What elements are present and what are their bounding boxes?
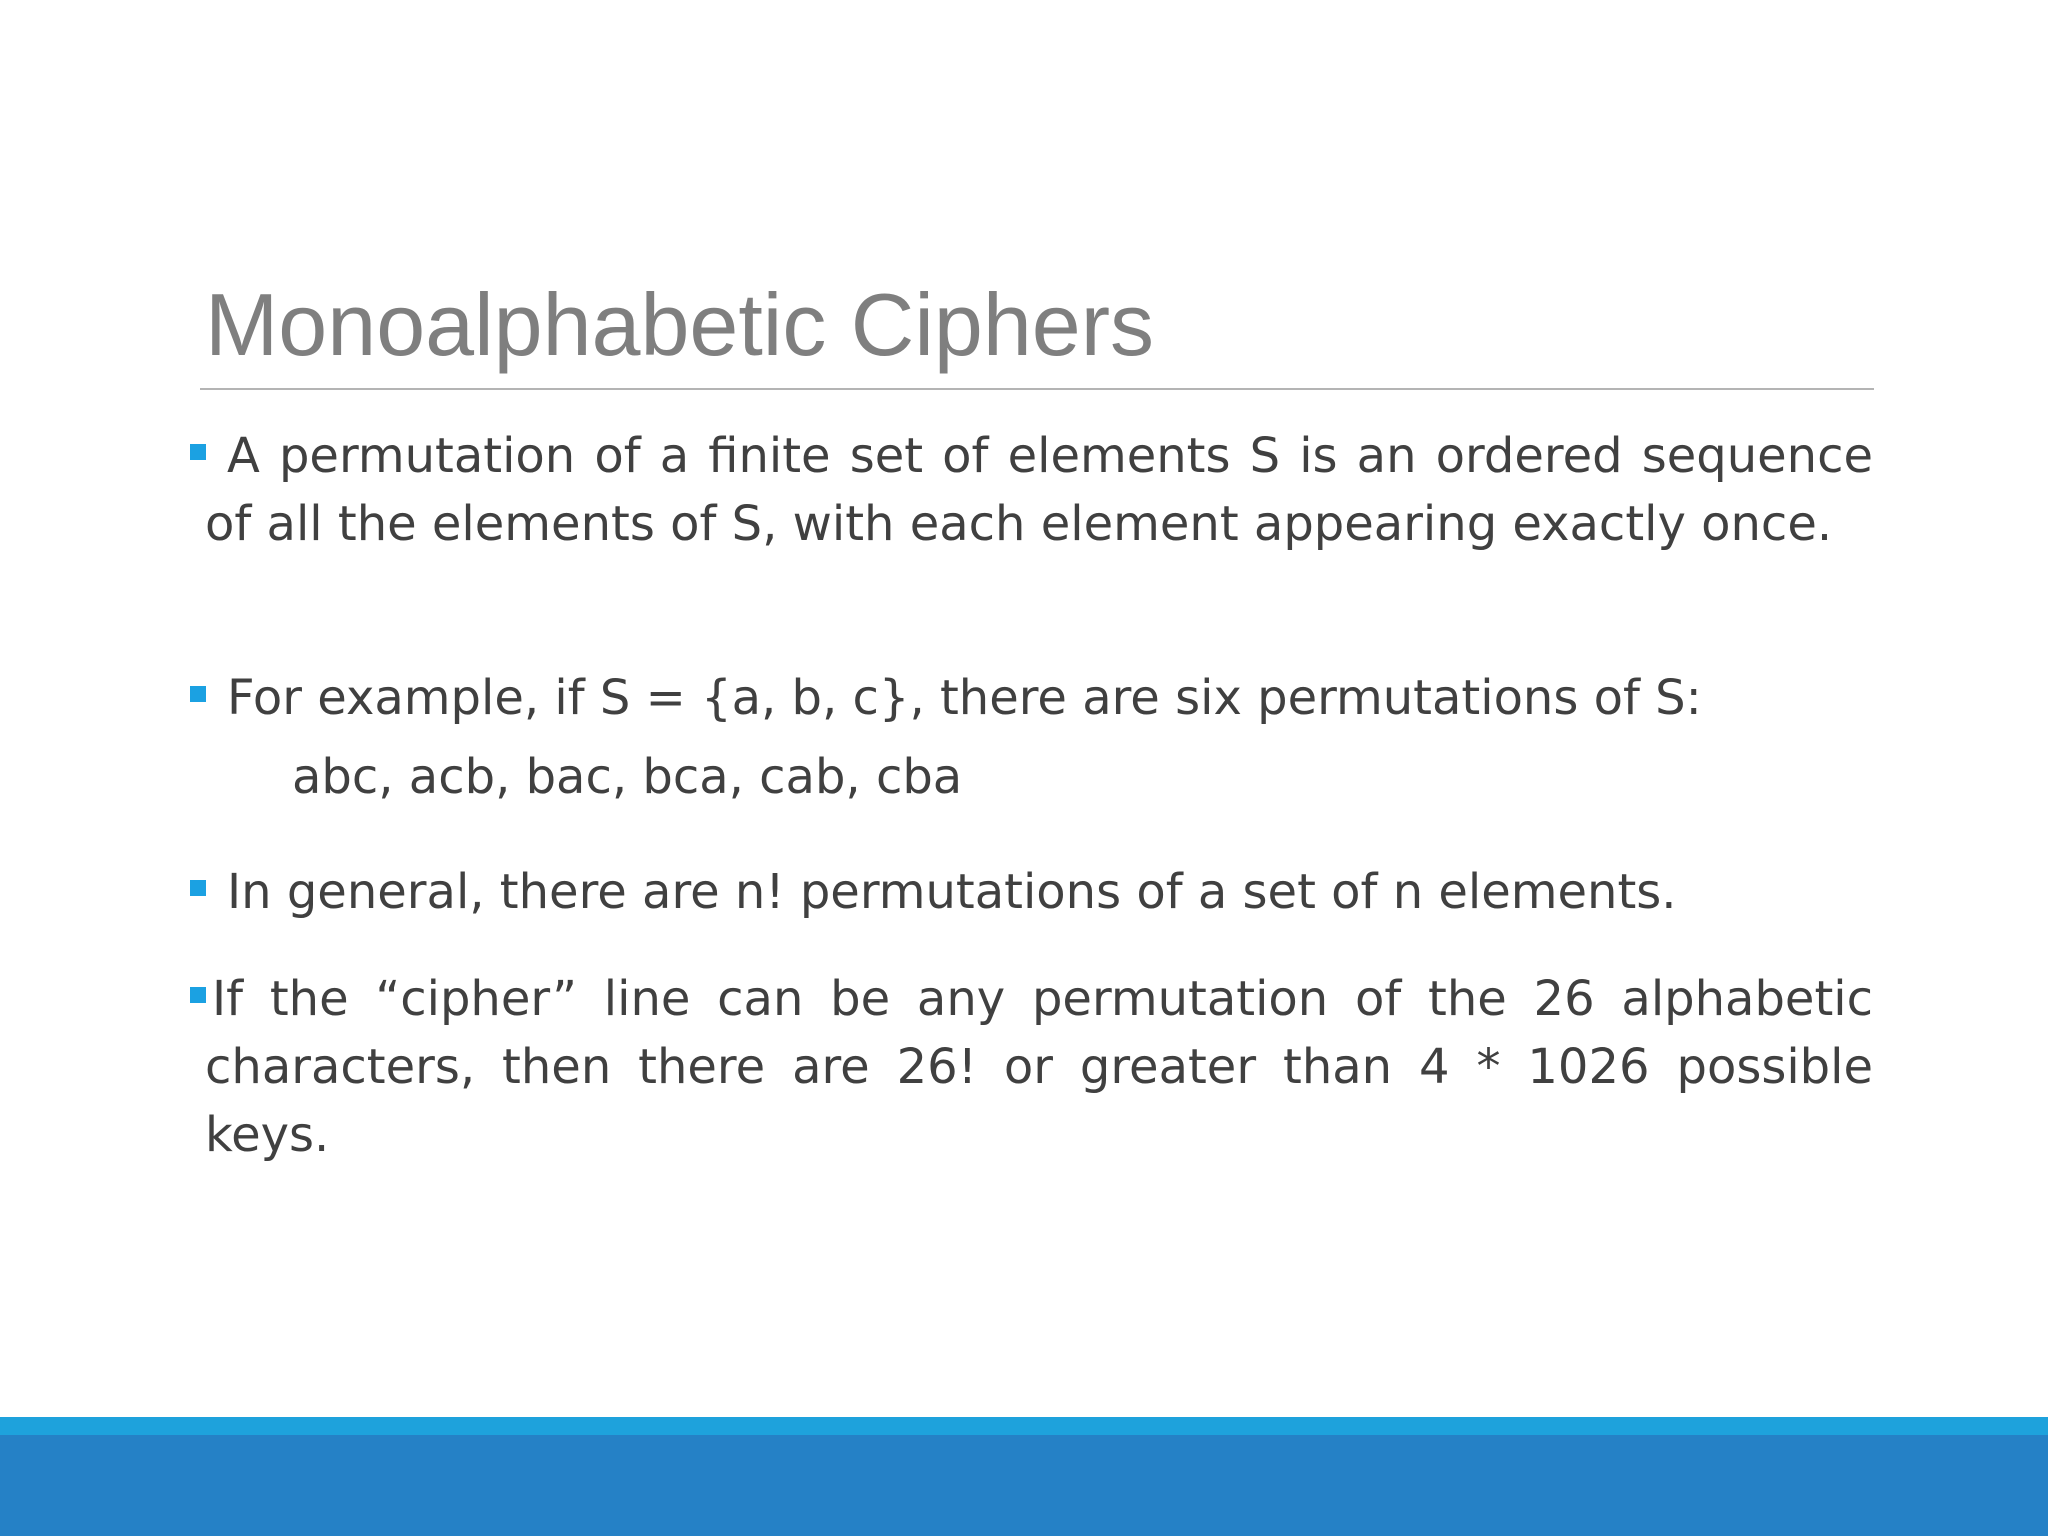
bullet-text: In general, there are n! permutations of a set of n elements. — [227, 864, 1677, 920]
bullet-text: For example, if S = {a, b, c}, there are six permutations of S: — [227, 670, 1702, 726]
bullet-item — [205, 422, 1873, 558]
footer-accent-stripe — [0, 1417, 2048, 1435]
bullet-text: If the “cipher” line can be any permutation of the 26 alphabetic characters, then there are 26! or greater than 4 * 1026 possible keys. — [205, 971, 1873, 1163]
example-permutations: abc, acb, bac, bca, cab, cba — [292, 749, 963, 805]
bullet-item — [205, 664, 1873, 732]
square-bullet-icon — [190, 686, 206, 702]
square-bullet-icon — [190, 987, 206, 1003]
bullet-text: A permutation of a finite set of elements S is an ordered sequence of all the elements of S, with each element appearing exactly once. — [205, 428, 1873, 552]
bullet-item — [205, 858, 1873, 926]
slide-title: Monoalphabetic Ciphers — [205, 275, 1155, 374]
footer-band — [0, 1435, 2048, 1536]
bullet-item — [205, 965, 1873, 1169]
square-bullet-icon — [190, 880, 206, 896]
square-bullet-icon — [190, 444, 206, 460]
